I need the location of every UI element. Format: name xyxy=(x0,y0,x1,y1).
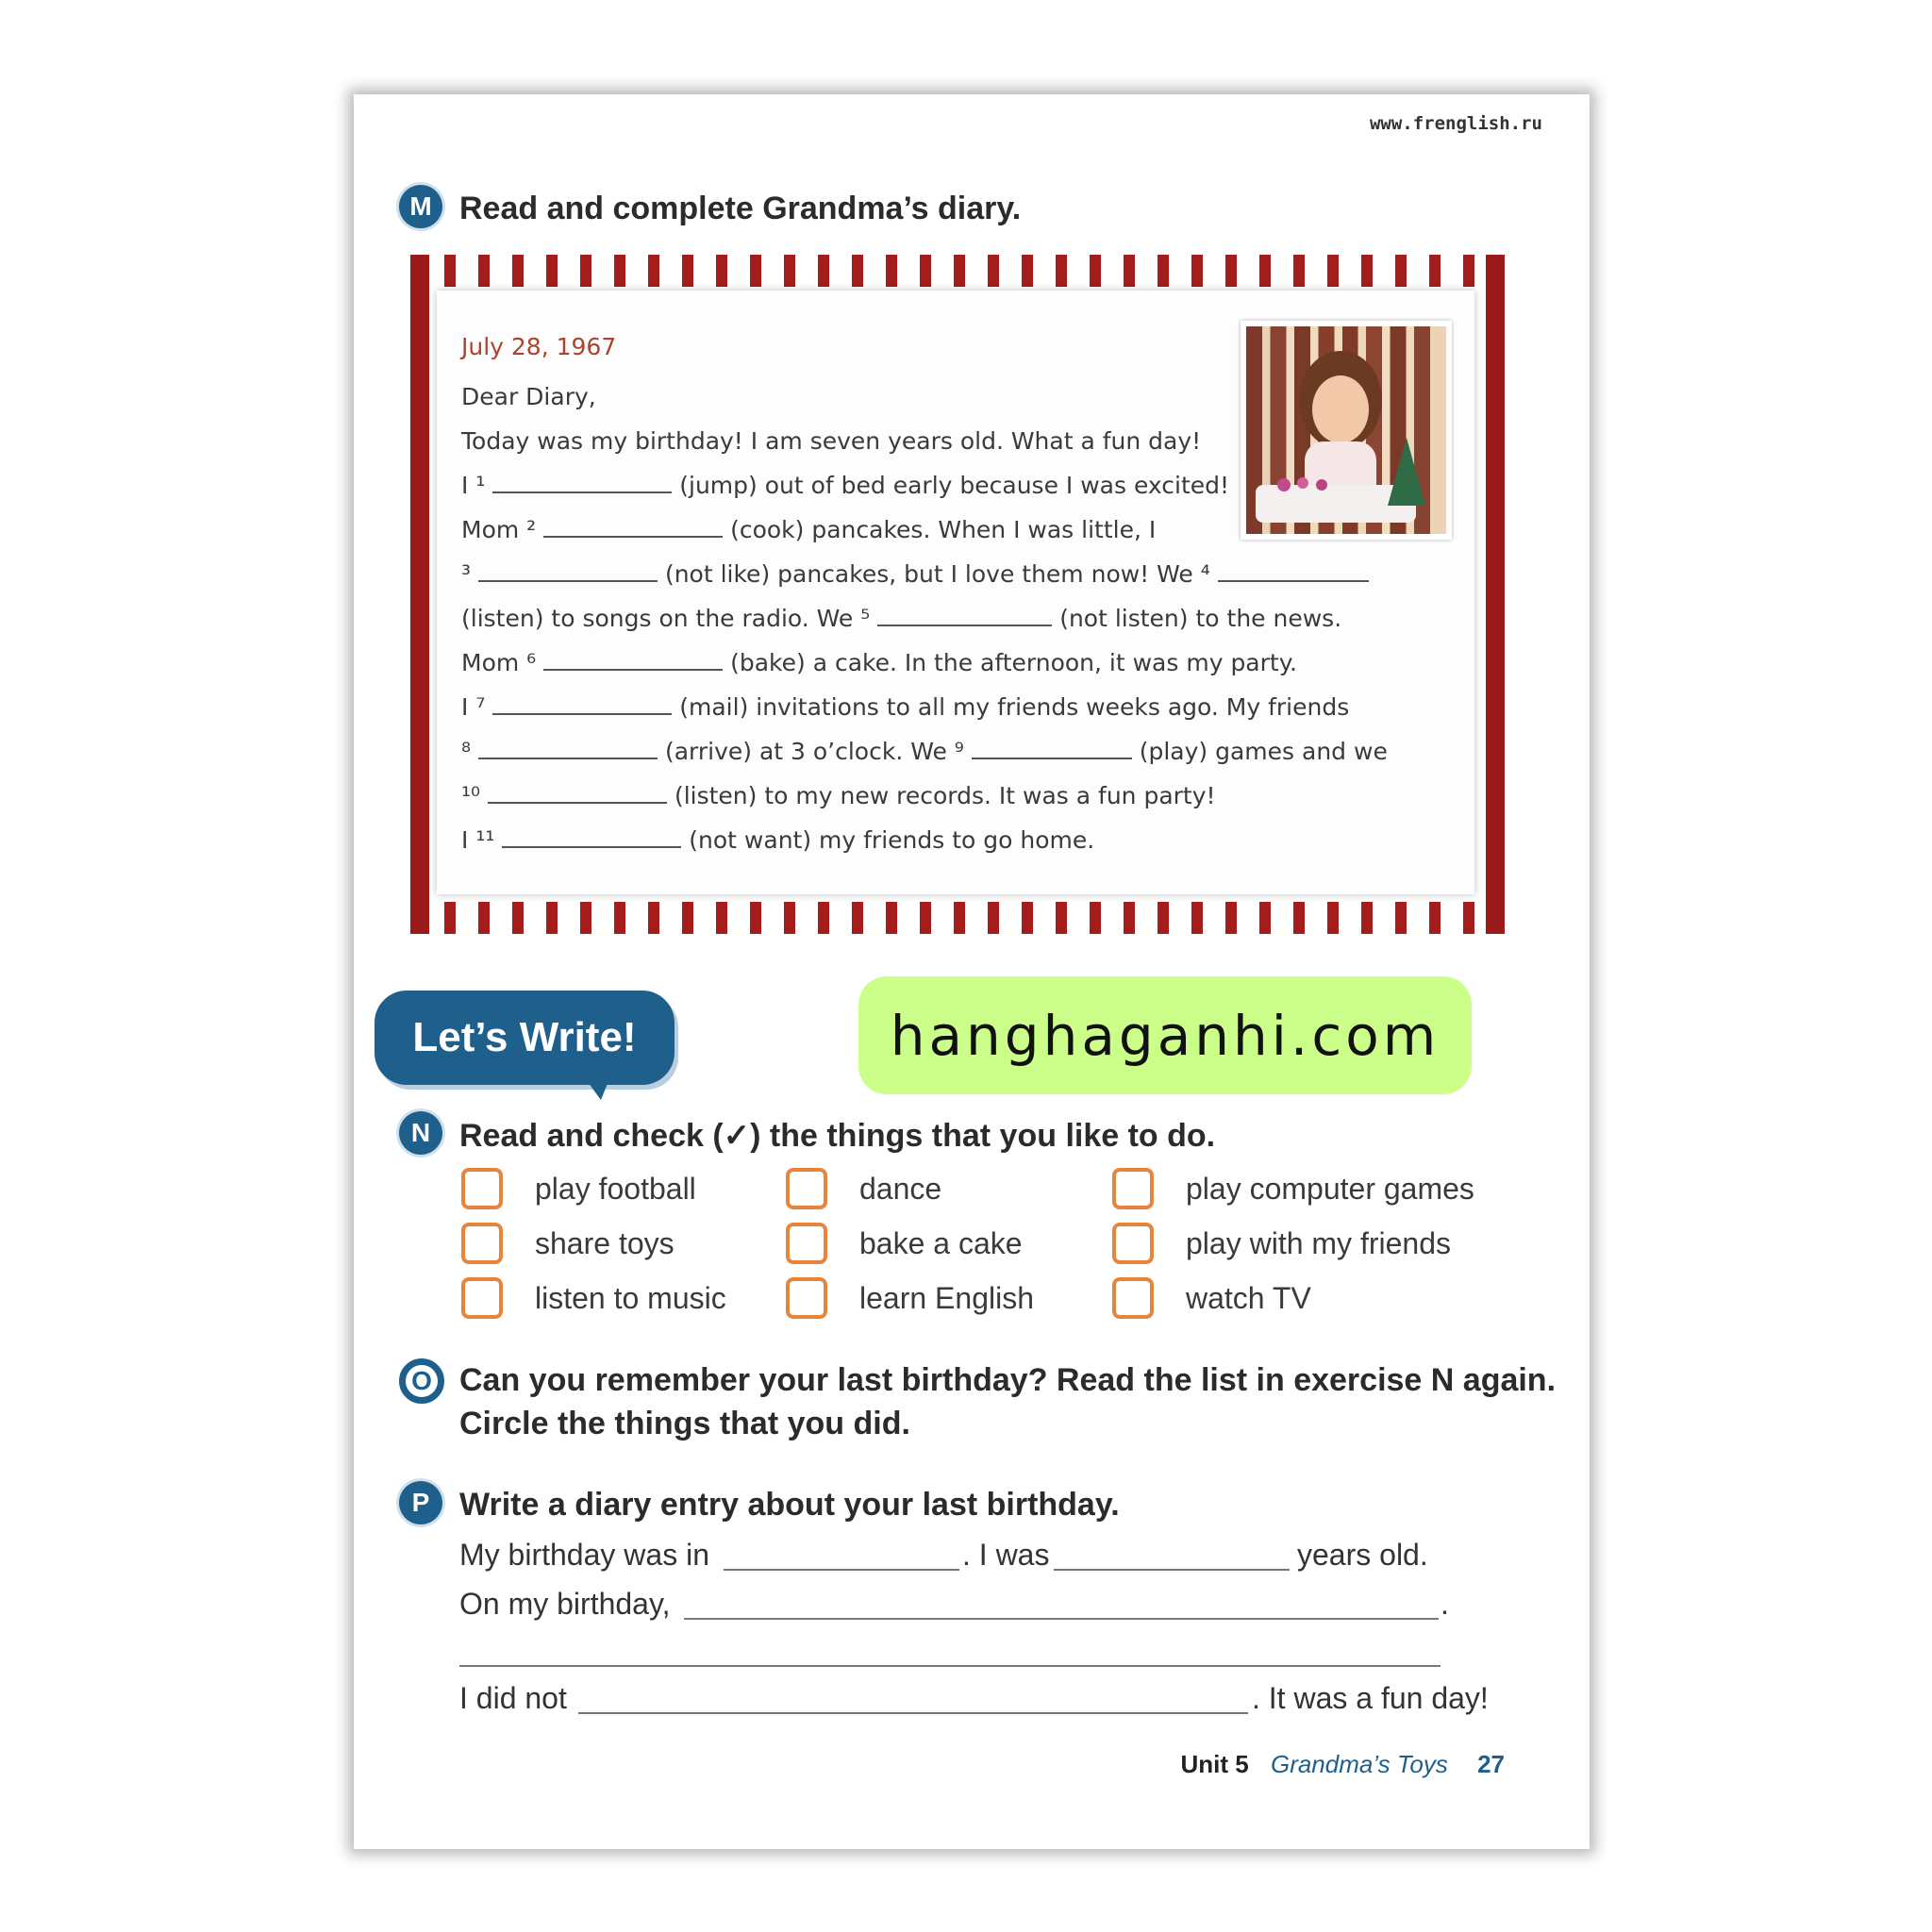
diary-line: Mom ⁶ (bake) a cake. In the afternoon, it was my party. xyxy=(461,649,1297,676)
bottom-stripe xyxy=(410,902,1505,934)
diary-greeting: Dear Diary, xyxy=(461,383,596,410)
checkbox[interactable] xyxy=(1112,1277,1154,1319)
checkbox[interactable] xyxy=(1112,1168,1154,1209)
lets-write-banner: Let’s Write! xyxy=(375,991,675,1085)
exercise-p-badge: P xyxy=(399,1481,442,1524)
exercise-o-badge: O xyxy=(399,1358,444,1404)
checkbox[interactable] xyxy=(461,1277,503,1319)
write-line[interactable] xyxy=(578,1711,1248,1714)
top-stripe xyxy=(410,255,1505,287)
option-label: play computer games xyxy=(1186,1172,1474,1206)
diary-paper xyxy=(437,291,1474,894)
write-line[interactable] xyxy=(1054,1568,1290,1571)
answer-blank-5[interactable] xyxy=(877,624,1052,626)
diary-line: I ¹¹ (not want) my friends to go home. xyxy=(461,826,1095,854)
sentence-3a: I did not xyxy=(459,1681,567,1715)
answer-blank-3[interactable] xyxy=(478,579,658,582)
diary-line: I ⁷ (mail) invitations to all my friends weeks ago. My friends xyxy=(461,693,1350,721)
checkbox[interactable] xyxy=(461,1168,503,1209)
sentence-3b: . It was a fun day! xyxy=(1252,1681,1489,1715)
checkbox[interactable] xyxy=(786,1223,827,1264)
option-label: play football xyxy=(535,1172,696,1206)
checkbox[interactable] xyxy=(786,1168,827,1209)
exercise-o-line1: Can you remember your last birthday? Read the list in exercise N again. xyxy=(459,1362,1557,1398)
page-footer xyxy=(1181,1750,1506,1779)
sentence-1b: . I was xyxy=(962,1538,1050,1572)
promo-watermark[interactable]: hanghaganhi.com xyxy=(858,976,1472,1094)
answer-blank-1[interactable] xyxy=(492,491,672,493)
workbook-page xyxy=(354,94,1590,1849)
footer-unit: Unit 5 xyxy=(1180,1750,1249,1778)
answer-blank-11[interactable] xyxy=(502,845,681,848)
checkbox[interactable] xyxy=(1112,1223,1154,1264)
exercise-p-title: Write a diary entry about your last birthday. xyxy=(459,1487,1120,1523)
checkbox[interactable] xyxy=(461,1223,503,1264)
birthday-photo xyxy=(1241,321,1452,540)
exercise-n-title: Read and check (✓) the things that you like to do. xyxy=(459,1118,1216,1154)
exercise-m-title: Read and complete Grandma’s diary. xyxy=(459,191,1022,226)
answer-blank-4[interactable] xyxy=(1218,579,1369,582)
diary-line: ⁸ (arrive) at 3 o’clock. We ⁹ (play) games and we xyxy=(461,738,1388,765)
option-label: play with my friends xyxy=(1186,1226,1451,1260)
exercise-n-badge: N xyxy=(399,1111,442,1155)
option-label: share toys xyxy=(535,1226,675,1260)
answer-blank-8[interactable] xyxy=(478,757,658,759)
diary-frame xyxy=(410,255,1505,934)
speech-tail xyxy=(580,1072,612,1100)
left-stripe xyxy=(410,255,429,934)
exercise-m-badge: M xyxy=(399,185,442,228)
write-line[interactable] xyxy=(684,1617,1439,1620)
option-label: learn English xyxy=(859,1281,1034,1315)
option-label: listen to music xyxy=(535,1281,726,1315)
diary-line: Mom ² (cook) pancakes. When I was little, I xyxy=(461,516,1157,543)
answer-blank-10[interactable] xyxy=(488,801,667,804)
option-label: bake a cake xyxy=(859,1226,1023,1260)
site-url: www.frenglish.ru xyxy=(1369,113,1542,134)
diary-line: I ¹ (jump) out of bed early because I was excited! xyxy=(461,472,1230,499)
right-stripe xyxy=(1486,255,1505,934)
diary-line: Today was my birthday! I am seven years old. What a fun day! xyxy=(461,427,1202,455)
answer-blank-7[interactable] xyxy=(492,712,672,715)
answer-blank-6[interactable] xyxy=(543,668,723,671)
answer-blank-2[interactable] xyxy=(543,535,723,538)
sentence-1a: My birthday was in xyxy=(459,1538,709,1572)
write-line[interactable] xyxy=(724,1568,959,1571)
page-number: 27 xyxy=(1477,1750,1505,1778)
sentence-1c: years old. xyxy=(1297,1538,1428,1572)
write-line[interactable] xyxy=(459,1664,1441,1667)
option-label: watch TV xyxy=(1186,1281,1311,1315)
option-label: dance xyxy=(859,1172,942,1206)
answer-blank-9[interactable] xyxy=(972,757,1132,759)
exercise-o-line2: Circle the things that you did. xyxy=(459,1406,910,1441)
sentence-2-end: . xyxy=(1441,1587,1449,1621)
diary-date: July 28, 1967 xyxy=(461,333,617,360)
diary-line: (listen) to songs on the radio. We ⁵ (not listen) to the news. xyxy=(461,605,1342,632)
diary-line: ³ (not like) pancakes, but I love them now! We ⁴ xyxy=(461,560,1369,588)
sentence-2: On my birthday, xyxy=(459,1587,671,1621)
checkbox[interactable] xyxy=(786,1277,827,1319)
footer-title: Grandma’s Toys xyxy=(1270,1750,1448,1778)
diary-line: ¹⁰ (listen) to my new records. It was a fun party! xyxy=(461,782,1216,809)
